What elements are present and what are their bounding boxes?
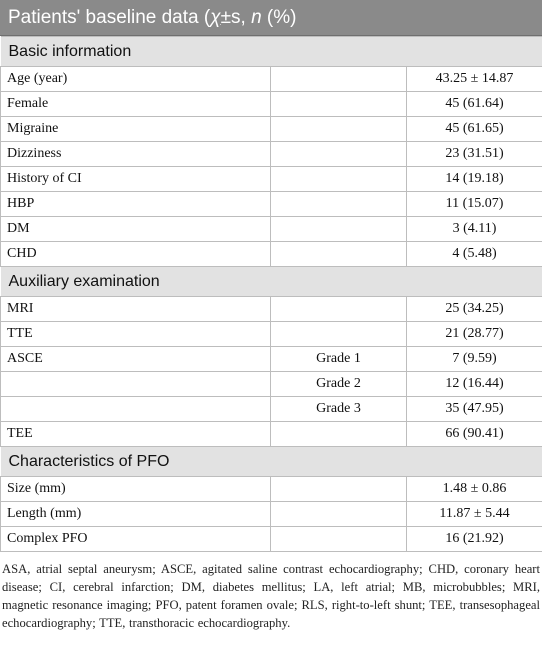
section-header-row: [1, 267, 542, 297]
row-value: 66 (90.41): [407, 422, 542, 447]
table-row: [1, 67, 542, 92]
row-label: CHD: [1, 242, 271, 267]
row-value: 45 (61.65): [407, 117, 542, 142]
row-label: Length (mm): [1, 502, 271, 527]
row-subgroup: Grade 1: [271, 347, 407, 372]
row-subgroup: Grade 2: [271, 372, 407, 397]
row-value: 21 (28.77): [407, 322, 542, 347]
row-value: 16 (21.92): [407, 527, 542, 552]
table-row: [1, 527, 542, 552]
row-subgroup: [271, 422, 407, 447]
table-row: [1, 217, 542, 242]
row-label: Female: [1, 92, 271, 117]
table-row: [1, 167, 542, 192]
table-title: [0, 0, 542, 36]
baseline-table: [0, 36, 542, 552]
table-row: [1, 117, 542, 142]
table-row: [1, 192, 542, 217]
table-row: [1, 322, 542, 347]
table-row: [1, 477, 542, 502]
row-value: 1.48 ± 0.86: [407, 477, 542, 502]
row-subgroup: [271, 297, 407, 322]
title-pm: ±s,: [220, 7, 252, 28]
row-subgroup: [271, 92, 407, 117]
table-row: [1, 397, 542, 422]
table-row: [1, 297, 542, 322]
table-row: [1, 242, 542, 267]
row-label: TTE: [1, 322, 271, 347]
row-value: 35 (47.95): [407, 397, 542, 422]
row-value: 14 (19.18): [407, 167, 542, 192]
row-label: Dizziness: [1, 142, 271, 167]
table-row: [1, 372, 542, 397]
table-row: [1, 502, 542, 527]
row-subgroup: Grade 3: [271, 397, 407, 422]
row-label: Migraine: [1, 117, 271, 142]
row-value: 4 (5.48): [407, 242, 542, 267]
row-subgroup: [271, 142, 407, 167]
title-suffix: (%): [261, 7, 297, 28]
row-subgroup: [271, 502, 407, 527]
row-subgroup: [271, 242, 407, 267]
row-subgroup: [271, 217, 407, 242]
row-value: 45 (61.64): [407, 92, 542, 117]
row-subgroup: [271, 322, 407, 347]
row-label: [1, 397, 271, 422]
row-value: 11.87 ± 5.44: [407, 502, 542, 527]
row-label: HBP: [1, 192, 271, 217]
title-prefix: Patients' baseline data (: [8, 7, 211, 28]
row-label: MRI: [1, 297, 271, 322]
section-header: Auxiliary examination: [1, 267, 542, 297]
row-value: 25 (34.25): [407, 297, 542, 322]
row-label: History of CI: [1, 167, 271, 192]
row-value: 12 (16.44): [407, 372, 542, 397]
section-header-row: [1, 447, 542, 477]
table-footnote: ASA, atrial septal aneurysm; ASCE, agitated saline contrast echocardiography; CHD, coronary heart disease; CI, cerebral infarction; DM, diabetes mellitus; LA, left atrial; MB, microbubbles; MRI, magnetic resonance imaging; PFO, patent foramen ovale; RLS, right-to-left shunt; TEE, transesophageal echocardiography; TTE, transthoracic echocardiography.: [2, 562, 540, 630]
row-subgroup: [271, 167, 407, 192]
table-row: [1, 347, 542, 372]
row-label: DM: [1, 217, 271, 242]
section-header: Basic information: [1, 37, 542, 67]
section-header-row: [1, 37, 542, 67]
row-subgroup: [271, 192, 407, 217]
table-row: [1, 92, 542, 117]
title-chi: χ: [210, 7, 221, 28]
row-value: 7 (9.59): [407, 347, 542, 372]
table-row: [1, 142, 542, 167]
table-body: [1, 37, 542, 552]
row-subgroup: [271, 67, 407, 92]
row-label: Complex PFO: [1, 527, 271, 552]
row-subgroup: [271, 117, 407, 142]
table-row: [1, 422, 542, 447]
row-label: TEE: [1, 422, 271, 447]
row-label: Size (mm): [1, 477, 271, 502]
row-value: 3 (4.11): [407, 217, 542, 242]
row-value: 11 (15.07): [407, 192, 542, 217]
section-header: Characteristics of PFO: [1, 447, 542, 477]
row-label: [1, 372, 271, 397]
row-subgroup: [271, 527, 407, 552]
row-value: 43.25 ± 14.87: [407, 67, 542, 92]
title-n: n: [251, 7, 262, 28]
row-value: 23 (31.51): [407, 142, 542, 167]
row-label: Age (year): [1, 67, 271, 92]
row-label: ASCE: [1, 347, 271, 372]
row-subgroup: [271, 477, 407, 502]
